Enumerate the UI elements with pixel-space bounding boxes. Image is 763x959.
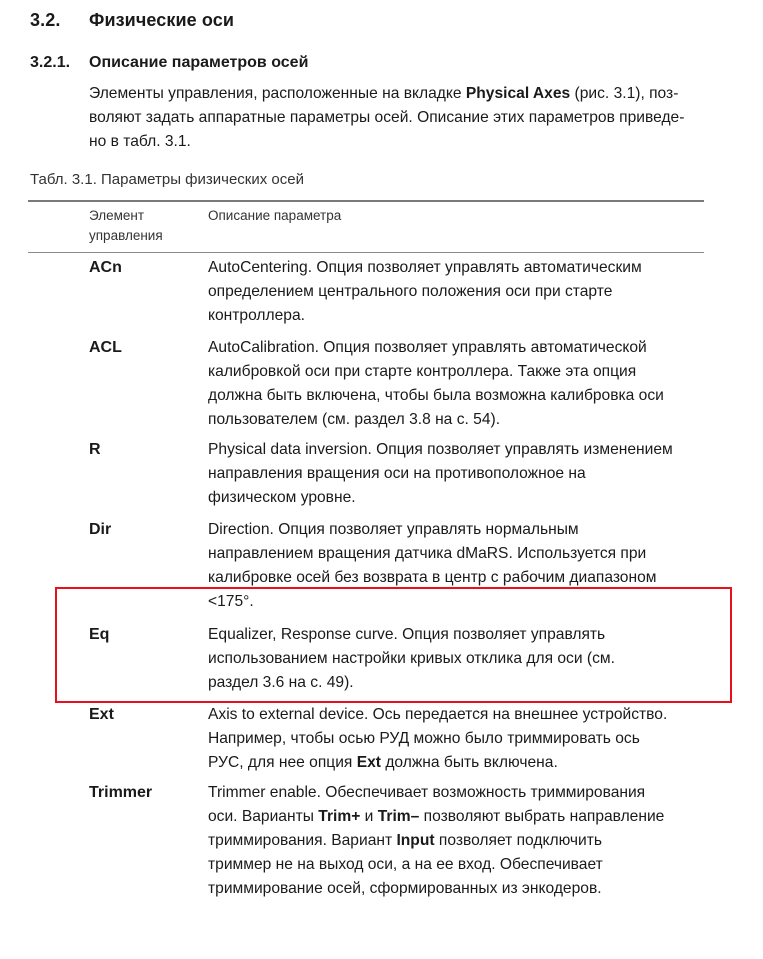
desc-line: Direction. Опция позволяет управлять нормальным [208,521,579,538]
desc-text: РУС, для нее опция [208,754,357,771]
desc-line: калибровкой оси при старте контроллера. Также эта опция [208,363,637,380]
table-top-rule [28,200,704,202]
desc-line: использованием настройки кривых отклика для оси (см. [208,650,615,667]
desc-line [208,805,718,829]
desc-line: Axis to external device. Ось передается на внешнее устройство. [208,706,668,723]
desc-ext [208,703,718,775]
desc-trimmer [208,781,718,901]
intro-line-1 [89,82,729,106]
param-trimmer: Trimmer [89,784,153,801]
desc-dir [208,518,718,614]
option-name-trim-plus: Trim+ [318,808,361,825]
desc-acn [208,256,718,328]
desc-line: Equalizer, Response curve. Опция позволяет управлять [208,626,606,643]
param-eq: Eq [89,626,110,643]
desc-text: оси. Варианты [208,808,319,825]
desc-line: физическом уровне. [208,489,356,506]
desc-line: направлением вращения датчика dMaRS. Используется при [208,545,647,562]
desc-text: и [360,808,378,825]
header-text: Элемент [89,208,145,223]
intro-line-3: но в табл. 3.1. [89,133,191,150]
desc-line: AutoCentering. Опция позволяет управлять автоматическим [208,259,642,276]
intro-line-2: воляют задать аппаратные параметры осей. Описание этих параметров приведе- [89,109,685,126]
param-dir: Dir [89,521,112,538]
desc-line: определением центрального положения оси при старте [208,283,613,300]
param-acn: ACn [89,259,122,276]
param-ext: Ext [89,706,114,723]
header-text: управления [89,228,163,243]
desc-line: Trimmer enable. Обеспечивает возможность триммирования [208,784,646,801]
option-name-input: Input [396,832,435,849]
desc-text: триммирования. Вариант [208,832,397,849]
desc-line: должна быть включена, чтобы была возможна калибровка оси [208,387,664,404]
table-header-rule [28,252,704,253]
option-name-ext: Ext [356,754,381,771]
desc-line: <175°. [208,593,254,610]
desc-r [208,438,718,510]
intro-text: Элементы управления, расположенные на вкладке [89,85,466,102]
desc-line [208,829,718,853]
desc-acl [208,336,718,432]
desc-text: должна быть включена. [380,754,558,771]
desc-line: контроллера. [208,307,305,324]
subsection-number: 3.2.1. [30,54,71,71]
desc-line: Например, чтобы осью РУД можно было триммировать ось [208,730,640,747]
desc-text: позволяют выбрать направление [419,808,665,825]
section-number: 3.2. [30,10,61,30]
desc-text: позволяет подключить [434,832,603,849]
desc-line: AutoCalibration. Опция позволяет управлять автоматической [208,339,647,356]
table-header-param [89,206,199,246]
option-name-trim-minus: Trim– [377,808,420,825]
desc-line: Physical data inversion. Опция позволяет управлять изменением [208,441,673,458]
intro-paragraph [89,82,729,154]
desc-eq [208,623,718,695]
subsection-title: Описание параметров осей [89,54,309,71]
desc-line: направления вращения оси на противоположное на [208,465,586,482]
desc-line: раздел 3.6 на с. 49). [208,674,354,691]
section-title: Физические оси [89,10,234,30]
desc-line: калибровке осей без возврата в центр с рабочим диапазоном [208,569,657,586]
table-caption: Табл. 3.1. Параметры физических осей [30,171,304,188]
desc-line: пользователем (см. раздел 3.8 на с. 54). [208,411,501,428]
desc-line: триммирование осей, сформированных из энкодеров. [208,880,602,897]
desc-line: триммер не на выход оси, а на ее вход. Обеспечивает [208,856,603,873]
desc-line [208,751,718,775]
intro-text: (рис. 3.1), поз- [570,85,679,102]
param-acl: ACL [89,339,122,356]
param-r: R [89,441,101,458]
tab-name-physical-axes: Physical Axes [465,85,571,102]
table-header-description: Описание параметра [208,208,342,223]
